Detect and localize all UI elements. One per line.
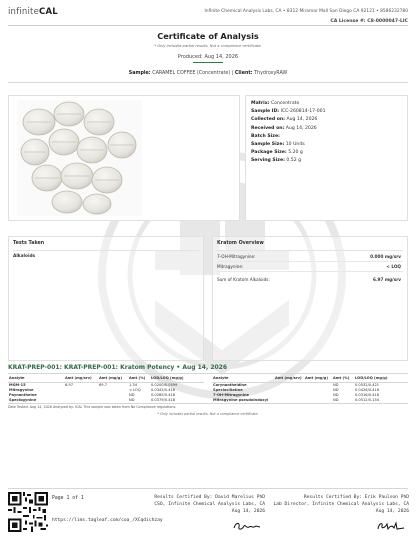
divider	[8, 403, 408, 404]
sample-photo	[17, 100, 142, 216]
table-row: MGM-15 6.97 69.7 1.34 0.0200/0.0599	[9, 382, 178, 387]
info-row-batch-size: Batch Size:	[251, 133, 280, 139]
info-row-sample-size: Sample Size: 10 Units	[251, 141, 305, 147]
info-row-package-size: Package Size: 5.20 g	[251, 150, 303, 156]
table-row: 7-OH-Mitragynine ND 0.0316/0.418	[213, 392, 380, 397]
sample-client-line: Sample: CARAMEL COFFEE (Concentrate) | Client: ThydroxyRAW	[128, 71, 288, 76]
test-alkaloids: Alkaloids	[13, 254, 36, 259]
document-title: Certificate of Analysis	[157, 31, 259, 41]
overview-row-sum: Sum of Kratom Alkaloids: 6.97 mg/srv	[217, 277, 401, 282]
info-row-collected: Collected on: Aug 14, 2026	[251, 117, 318, 123]
results-table-left	[8, 375, 204, 402]
license-number: CA License #: C8-0000047-LIC	[330, 19, 408, 24]
sample-info-list	[251, 101, 326, 167]
table-header-row: Analyte Amt (mg/srv) Amt (mg/g) Amt (%) LOD/LOQ (mg/g)	[8, 375, 204, 382]
sample-info-panel	[245, 95, 408, 221]
sample-value: CARAMEL COFFEE (Concentrate)	[150, 71, 231, 76]
table-row: Paynantheine ND 0.0285/0.418	[9, 392, 176, 397]
signature-icon	[376, 520, 406, 532]
info-row-matrix: Matrix: Concentrate	[251, 101, 300, 106]
table-row: Speciogynine ND 0.0379/0.418	[9, 397, 176, 402]
divider	[217, 250, 403, 251]
page-number: Page 1 of 1	[52, 496, 84, 501]
accent-divider	[193, 62, 223, 63]
produced-date: Produced: Aug 14, 2026	[177, 54, 239, 60]
kratom-overview-title: Kratom Overview	[217, 241, 264, 246]
results-section-title: KRAT-PREP-001: KRAT-PREP-001: Kratom Potency • Aug 14, 2026	[8, 364, 228, 371]
tests-taken-panel	[8, 236, 204, 361]
info-row-serving-size: Serving Size: 0.52 g	[251, 158, 302, 164]
divider	[8, 373, 408, 374]
kratom-overview-panel	[212, 236, 408, 361]
partial-results-note: * Only includes partial results. Not a compliance certificate.	[154, 44, 262, 48]
lab-address: Infinite Chemical Analysis Labs, CA • 8312 Miramar Mall San Diego CA 92121 • 8586232780	[204, 9, 408, 14]
coa-link[interactable]: https://lims.tagleaf.com/coa_/XCqdichzay	[52, 518, 163, 523]
client-key: Client:	[234, 71, 253, 76]
info-row-received: Received on: Aug 14, 2026	[251, 125, 317, 131]
results-footnote: Date Tested: Aug 14, 2026 Analyzed by: ICAL This sample was taken from No Compliance regulations.	[8, 405, 177, 409]
divider	[8, 488, 408, 489]
lab-logo: infiniteCAL	[8, 7, 58, 17]
divider	[8, 82, 408, 83]
table-row: Mitragynine < LOQ 0.0343/0.418	[9, 387, 176, 392]
table-row: Corynantheidine ND 0.0532/0.421	[213, 382, 380, 387]
certifier-1: Results Certified By: David Marelius PhD CSO, Infinite Chemical Analysis Labs, CA Aug 14, 2026	[154, 495, 265, 515]
table-row: Mitragynine pseudoindoxyl ND 0.0512/0.154	[213, 397, 380, 402]
certifier-2: Results Certified By: Erik Paulson PhD Lab Director, Infinite Chemical Analysis Labs, CA Aug 14, 2026	[273, 495, 409, 515]
table-header-row: Analyte Amt (mg/srv) Amt (mg/g) Amt (%) LOD/LOQ (mg/g)	[212, 375, 408, 382]
signature-icon	[232, 520, 262, 532]
sample-key: Sample:	[128, 71, 151, 76]
overview-row-mitragynine: Mitragynine: < LOQ	[217, 264, 401, 269]
sample-photo-panel	[8, 95, 240, 221]
divider	[13, 250, 199, 251]
overview-row-7oh: 7-OH-Mitragynine: 0.000 mg/srv	[217, 254, 401, 259]
table-row: Speciociliatine ND 0.0426/0.418	[213, 387, 380, 392]
tests-taken-title: Tests Taken	[13, 241, 45, 246]
client-value: ThydroxyRAW	[252, 71, 288, 76]
qr-code-icon[interactable]	[8, 492, 48, 532]
results-table-right	[212, 375, 408, 402]
results-partial-note: * Only includes partial results. Not a compliance certificate.	[157, 412, 259, 416]
info-row-sample-id: Sample ID: ICC-260814-17-001	[251, 109, 326, 115]
divider	[8, 25, 408, 26]
